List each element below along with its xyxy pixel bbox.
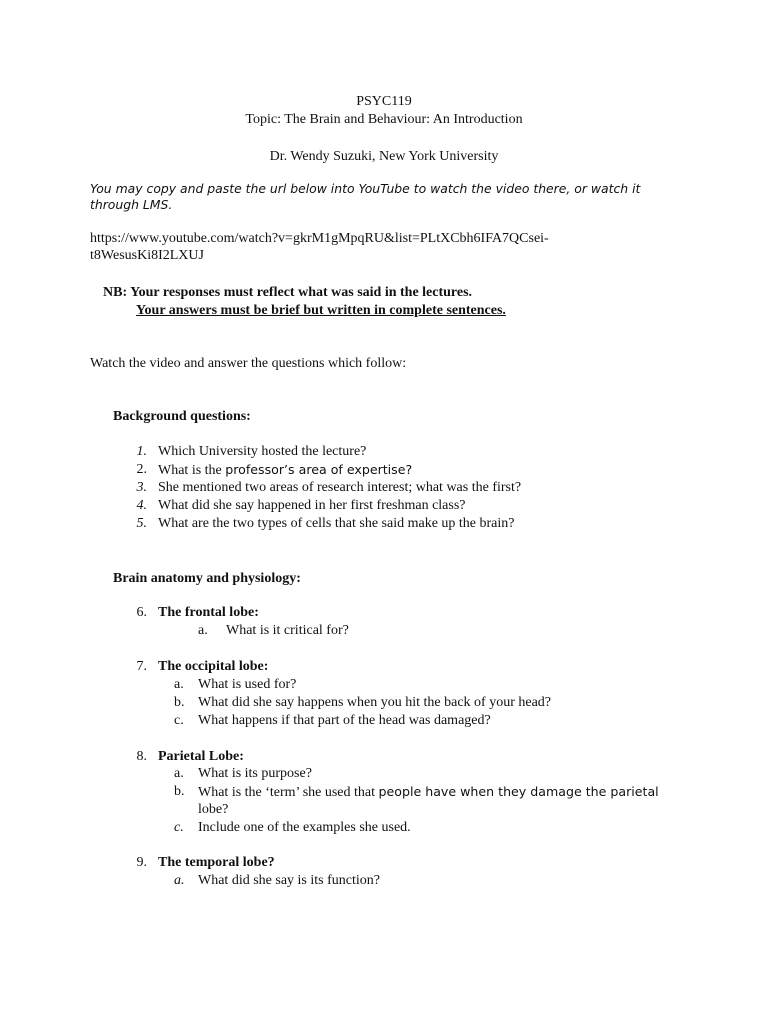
intro-text: Watch the video and answer the questions which follow:	[90, 356, 407, 371]
course-code: PSYC119	[356, 94, 412, 109]
question-title: The frontal lobe:	[158, 605, 259, 620]
question-title: Parietal Lobe:	[158, 749, 244, 764]
question-text-serif: What is the	[158, 463, 226, 478]
background-heading: Background questions:	[113, 409, 251, 424]
instruction-line-1: You may copy and paste the url below into YouTube to watch the video there, or watch it	[90, 181, 641, 196]
sub-label: a.	[174, 677, 184, 692]
video-url-line-2[interactable]: t8WesusKi8I2LXUJ	[90, 248, 204, 263]
question-text: Which University hosted the lecture?	[158, 444, 367, 459]
nb-line-2: Your answers must be brief but written in complete sentences.	[136, 303, 506, 318]
sub-label: c.	[174, 713, 184, 728]
sub-text-continued: lobe?	[198, 802, 229, 817]
nb-line-1: NB: Your responses must reflect what was said in the lectures.	[103, 285, 473, 300]
sub-text: What is its purpose?	[198, 766, 312, 781]
instruction-line-2: through LMS.	[90, 197, 173, 212]
video-url-line-1[interactable]: https://www.youtube.com/watch?v=gkrM1gMpqRU&list=PLtXCbh6IFA7QCsei-	[90, 231, 549, 246]
sub-label: b.	[174, 695, 185, 710]
sub-text: What is it critical for?	[226, 623, 349, 638]
question-text: What did she say happened in her first freshman class?	[158, 498, 466, 513]
question-number: 7.	[136, 659, 147, 674]
anatomy-heading: Brain anatomy and physiology:	[113, 571, 301, 586]
question-number: 8.	[136, 749, 147, 764]
question-number: 9.	[136, 855, 147, 870]
lecturer-line: Dr. Wendy Suzuki, New York University	[269, 149, 499, 164]
question-number: 4.	[136, 498, 147, 513]
question-number: 6.	[136, 605, 147, 620]
sub-text: What happens if that part of the head was damaged?	[198, 713, 491, 728]
sub-text: What did she say is its function?	[198, 873, 380, 888]
question-text: What are the two types of cells that she said make up the brain?	[158, 516, 515, 531]
sub-label: c.	[174, 820, 184, 835]
question-number: 5.	[136, 516, 147, 531]
sub-text	[198, 783, 659, 802]
question-title: The temporal lobe?	[158, 855, 275, 870]
question-number: 1.	[136, 444, 147, 459]
sub-text: What is used for?	[198, 677, 297, 692]
question-text: She mentioned two areas of research interest; what was the first?	[158, 480, 522, 495]
sub-text-sans: people have when they damage the parietal	[378, 784, 659, 799]
sub-label: a.	[198, 623, 208, 638]
sub-label: a.	[174, 873, 185, 888]
sub-text: Include one of the examples she used.	[198, 820, 411, 835]
topic-title: Topic: The Brain and Behaviour: An Introduction	[245, 112, 523, 127]
sub-label: a.	[174, 766, 184, 781]
question-number: 2.	[136, 462, 147, 477]
sub-label: b.	[174, 784, 185, 799]
question-text	[158, 461, 412, 480]
question-text-sans: professor’s area of expertise?	[225, 462, 413, 477]
sub-text: What did she say happens when you hit the back of your head?	[198, 695, 552, 710]
question-title: The occipital lobe:	[158, 659, 269, 674]
sub-text-serif: What is the ‘term’ she used that	[198, 785, 379, 800]
question-number: 3.	[136, 480, 147, 495]
